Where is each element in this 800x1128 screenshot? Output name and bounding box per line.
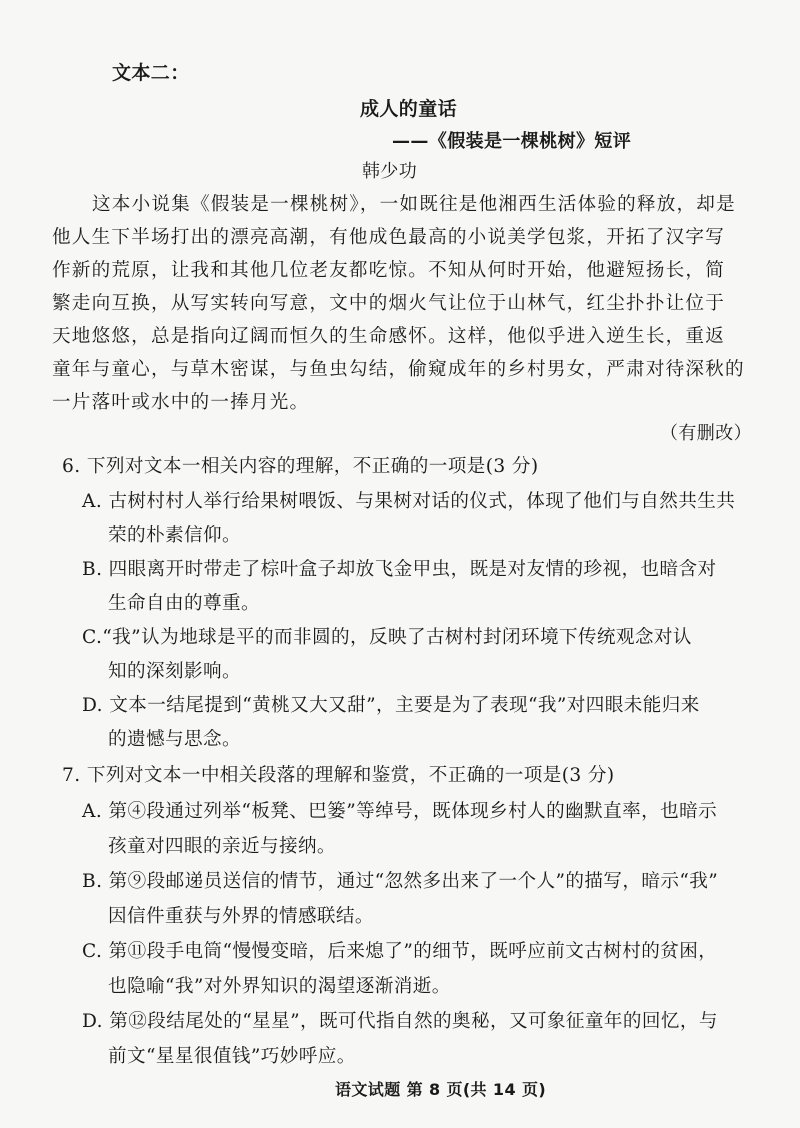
question-6-option-d-cont: 的遗憾与思念。 — [108, 729, 241, 750]
section-label: 文本二： — [112, 62, 190, 84]
question-7-option-b: B. 第⑨段邮递员送信的情节，通过“忽然多出来了一个人”的描写，暗示“我” — [82, 871, 719, 892]
page-footer: 语文试题 第 8 页(共 14 页) — [335, 1080, 547, 1099]
question-7-option-c: C. 第⑪段手电筒“慢慢变暗，后来熄了”的细节，既呼应前文古树村的贫困， — [82, 941, 718, 962]
question-6-option-d: D. 文本一结尾提到“黄桃又大又甜”，主要是为了表现“我”对四眼未能归来 — [82, 695, 700, 716]
question-6-option-b: B. 四眼离开时带走了棕叶盒子却放飞金甲虫，既是对友情的珍视，也暗含对 — [82, 559, 717, 580]
essay-title: 成人的童话 — [360, 98, 458, 120]
question-6-option-c: C.“我”认为地球是平的而非圆的，反映了古树村封闭环境下传统观念对认 — [82, 627, 692, 648]
passage-line: 童年与童心，与草木密谋，与鱼虫勾结，偷窥成年的乡村男女，严肃对待深秋的 — [52, 359, 745, 380]
passage-line: 这本小说集《假装是一棵桃树》，一如既往是他湘西生活体验的释放，却是 — [92, 194, 736, 215]
question-7-option-d-cont: 前文“星星很值钱”巧妙呼应。 — [108, 1046, 356, 1067]
question-6-option-a-cont: 荣的朴素信仰。 — [108, 525, 241, 546]
question-6-stem: 6. 下列对文本一相关内容的理解，不正确的一项是(3 分) — [62, 456, 539, 477]
edit-note: （有删改） — [660, 423, 752, 444]
question-7-option-d: D. 第⑫段结尾处的“星星”，既可代指自然的奥秘，又可象征童年的回忆，与 — [82, 1011, 718, 1032]
essay-author: 韩少功 — [362, 161, 418, 182]
question-6-option-c-cont: 知的深刻影响。 — [108, 661, 241, 682]
passage-line: 他人生下半场打出的漂亮高潮，有他成色最高的小说美学包浆，开拓了汉字写 — [52, 227, 725, 248]
question-7-option-c-cont: 也隐喻“我”对外界知识的渴望逐渐消逝。 — [108, 976, 451, 997]
passage-line: 作新的荒原，让我和其他几位老友都吃惊。不知从何时开始，他避短扬长，简 — [52, 260, 725, 281]
question-6-option-a: A. 古树村村人举行给果树喂饭、与果树对话的仪式，体现了他们与自然共生共 — [82, 491, 736, 512]
question-7-option-b-cont: 因信件重获与外界的情感联结。 — [108, 906, 374, 927]
passage-line: 天地悠悠，总是指向辽阔而恒久的生命感怀。这样，他似乎进入逆生长，重返 — [52, 326, 725, 347]
question-7-option-a-cont: 孩童对四眼的亲近与接纳。 — [108, 836, 336, 857]
question-7-stem: 7. 下列对文本一中相关段落的理解和鉴赏，不正确的一项是(3 分) — [62, 765, 615, 786]
passage-line: 繁走向互换，从写实转向写意，文中的烟火气让位于山林气，红尘扑扑让位于 — [52, 293, 725, 314]
question-7-option-a: A. 第④段通过列举“板凳、巴篓”等绰号，既体现乡村人的幽默直率，也暗示 — [82, 801, 718, 822]
passage-line: 一片落叶或水中的一捧月光。 — [52, 392, 310, 413]
question-6-option-b-cont: 生命自由的尊重。 — [108, 593, 260, 614]
essay-subtitle: ——《假装是一棵桃树》短评 — [392, 131, 632, 152]
